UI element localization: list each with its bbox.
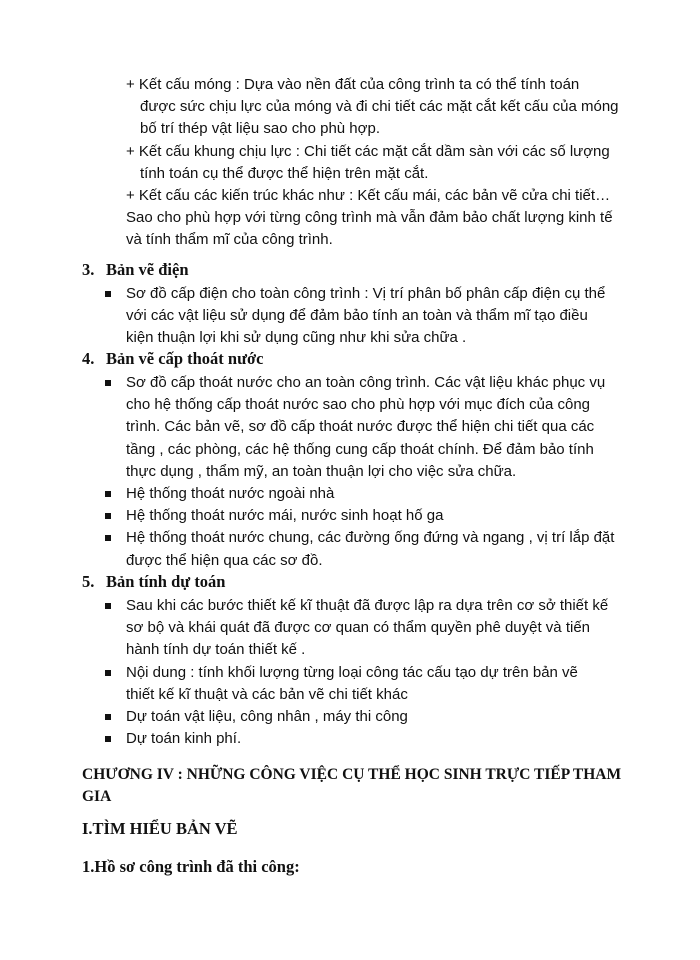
text-line: Sao cho phù hợp với từng công trình mà vẫn đảm bảo chất lượng kinh tế — [126, 209, 613, 227]
heading-completed-records: 1.Hồ sơ công trình đã thi công: — [82, 857, 300, 876]
text-line: Hệ thống thoát nước mái, nước sinh hoạt hố ga — [126, 507, 444, 525]
section-list-plumbing — [126, 372, 618, 572]
text-line: được sức chịu lực của móng và đi chi tiết các mặt cắt kết cấu của móng — [140, 98, 619, 116]
text-line: Dự toán vật liệu, công nhân , máy thi công — [126, 708, 408, 726]
square-bullet-icon — [105, 535, 111, 541]
text-line: + Kết cấu khung chịu lực : Chi tiết các mặt cắt dầm sàn với các số lượng — [126, 142, 610, 160]
plus-item-frame — [126, 141, 621, 185]
text-line: tính toán cụ thể được thể hiện trên mặt cắt. — [140, 164, 429, 182]
text-line: trình. Các bản vẽ, sơ đồ cấp thoát nước được thể hiện chi tiết qua các — [126, 418, 595, 436]
text-line: tầng , các phòng, các hệ thống cung cấp thoát chính. Để đảm bảo tính — [126, 440, 594, 458]
section-heading-plumbing — [82, 349, 582, 369]
list-item — [126, 728, 618, 750]
list-item — [126, 595, 618, 662]
text-line: Dự toán kinh phí. — [126, 730, 242, 748]
square-bullet-icon — [105, 670, 111, 676]
text-line: hành tính dự toán thiết kế . — [126, 641, 306, 659]
list-item — [126, 662, 618, 706]
plus-item-other — [126, 185, 621, 252]
square-bullet-icon — [105, 513, 111, 519]
text-line: bố trí thép vật liệu sao cho phù hợp. — [140, 120, 380, 138]
square-bullet-icon — [105, 380, 111, 386]
section-heading-estimate — [82, 572, 582, 592]
text-line: thực dụng , thẩm mỹ, an toàn thuận lợi cho việc sửa chữa. — [126, 462, 517, 480]
structure-items — [126, 74, 621, 252]
list-item — [126, 706, 618, 728]
text-line: kiện thuận lợi khi sử dụng cũng như khi sửa chữa . — [126, 329, 467, 347]
section-list-estimate — [126, 595, 618, 750]
text-line: cho hệ thống cấp thoát nước sao cho phù hợp với mục đích của công — [126, 396, 591, 414]
section-list-electrical — [126, 283, 618, 350]
section-number: 5. — [82, 572, 95, 591]
square-bullet-icon — [105, 603, 111, 609]
list-item — [126, 527, 618, 571]
chapter-title-line: CHƯƠNG IV : NHỮNG CÔNG VIỆC CỤ THỂ HỌC SINH TRỰC TIẾP THAM — [82, 766, 622, 783]
text-line: Hệ thống thoát nước ngoài nhà — [126, 485, 335, 503]
chapter-title-line: GIA — [82, 788, 112, 805]
section-title: Bản vẽ điện — [106, 260, 189, 279]
chapter-heading — [82, 764, 622, 808]
text-line: Sau khi các bước thiết kế kĩ thuật đã được lập ra dựa trên cơ sở thiết kế — [126, 597, 609, 614]
list-item — [126, 283, 618, 350]
square-bullet-icon — [105, 736, 111, 742]
text-line: + Kết cấu móng : Dựa vào nền đất của công trình ta có thể tính toán — [126, 76, 580, 93]
text-line: với các vật liệu sử dụng để đảm bảo tính an toàn và thẩm mĩ tạo điều — [126, 307, 588, 325]
heading-drawings: I.TÌM HIỂU BẢN VẼ — [82, 819, 238, 838]
list-item — [126, 372, 618, 483]
list-item — [126, 505, 618, 527]
section-heading-electrical — [82, 260, 582, 280]
square-bullet-icon — [105, 491, 111, 497]
plus-item-foundation — [126, 74, 621, 141]
section-title: Bản tính dự toán — [106, 572, 226, 591]
text-line: + Kết cấu các kiến trúc khác như : Kết cấu mái, các bản vẽ cửa chi tiết… — [126, 187, 611, 205]
square-bullet-icon — [105, 291, 111, 297]
section-number: 3. — [82, 260, 95, 279]
text-line: Nội dung : tính khối lượng từng loại công tác cấu tạo dự trên bản vẽ — [126, 663, 578, 681]
section-number: 4. — [82, 349, 95, 368]
text-line: sơ bộ và khái quát đã được cơ quan có thẩm quyền phê duyệt và tiến — [126, 619, 591, 637]
list-item — [126, 483, 618, 505]
square-bullet-icon — [105, 714, 111, 720]
text-line: được thể hiện qua các sơ đồ. — [126, 551, 323, 569]
text-line: thiết kế kĩ thuật và các bản vẽ chi tiết khác — [126, 685, 408, 703]
text-line: và tính thẩm mĩ của công trình. — [126, 231, 333, 249]
text-line: Sơ đồ cấp thoát nước cho an toàn công trình. Các vật liệu khác phục vụ — [126, 374, 606, 391]
section-title: Bản vẽ cấp thoát nước — [106, 349, 264, 368]
text-line: Sơ đồ cấp điện cho toàn công trình : Vị trí phân bố phân cấp điện cụ thể — [126, 285, 606, 302]
text-line: Hệ thống thoát nước chung, các đường ống đứng và ngang , vị trí lắp đặt — [126, 529, 615, 547]
